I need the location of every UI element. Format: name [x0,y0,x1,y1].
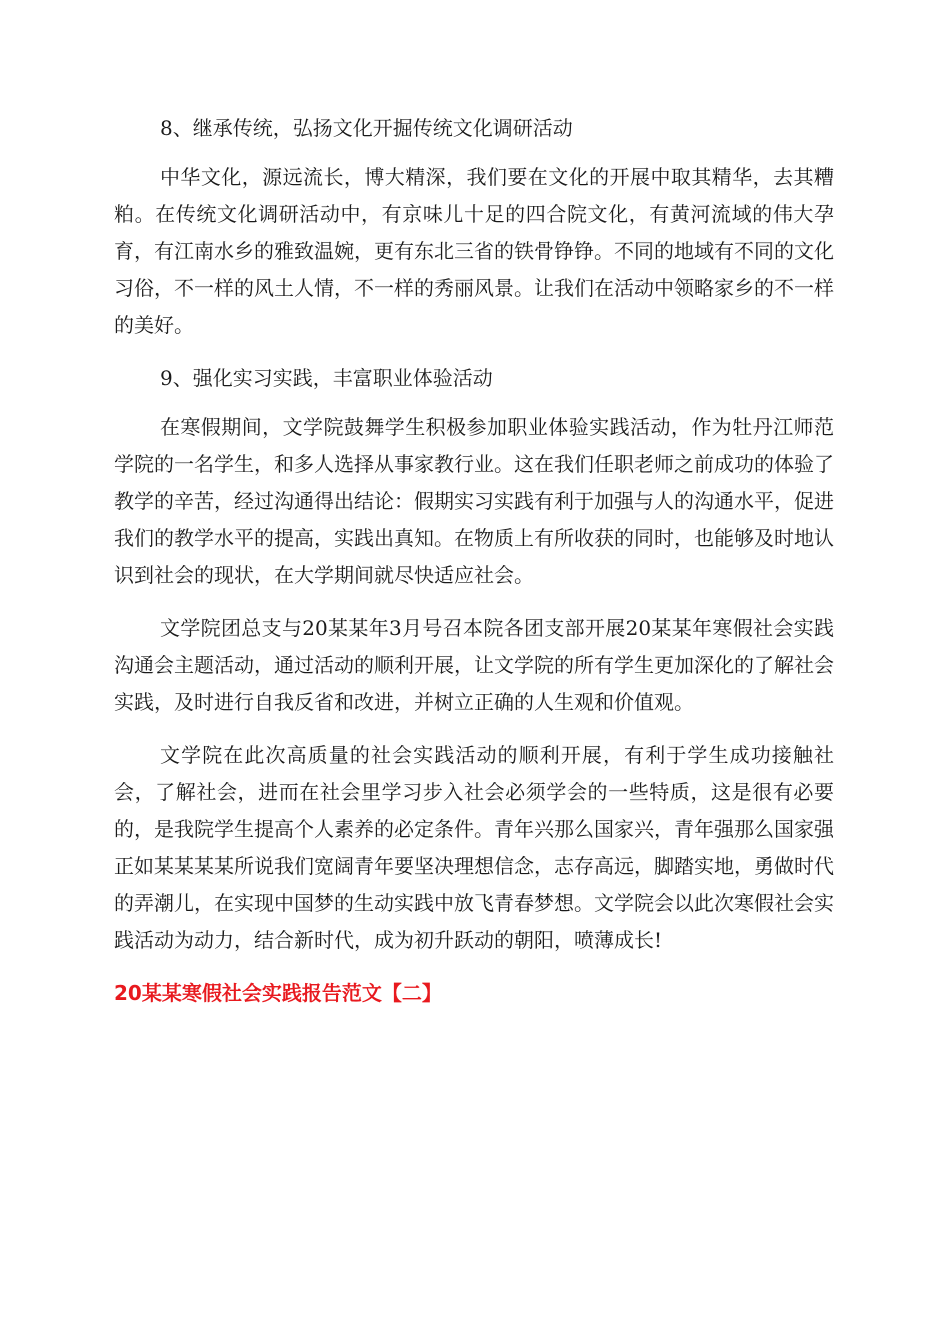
paragraph-traditional-culture: 中华文化，源远流长，博大精深，我们要在文化的开展中取其精华，去其糟粕。在传统文化调研活动中，有京味儿十足的四合院文化，有黄河流域的伟大孕育，有江南水乡的雅致温婉，更有东北三省的铁骨铮铮。不同的地域有不同的文化习俗，不一样的风土人情，不一样的秀丽风景。让我们在活动中领略家乡的不一样的美好。 [114,165,834,337]
heading-item-9: 9、强化实习实践，丰富职业体验活动 [160,366,493,390]
section-title-two: 20某某寒假社会实践报告范文【二】 [114,981,442,1005]
paragraph-conclusion: 文学院在此次高质量的社会实践活动的顺利开展，有利于学生成功接触社会，了解社会，进而在社会里学习步入社会必须学会的一些特质，这是很有必要的，是我院学生提高个人素养的必定条件。青年兴那么国家兴，青年强那么国家强正如某某某某所说我们宽阔青年要坚决理想信念，志存高远，脚踏实地，勇做时代的弄潮儿，在实现中国梦的生动实践中放飞青春梦想。文学院会以此次寒假社会实践活动为动力，结合新时代，成为初升跃动的朝阳，喷薄成长! [114,743,834,952]
paragraph-internship-practice: 在寒假期间，文学院鼓舞学生积极参加职业体验实践活动，作为牡丹江师范学院的一名学生，和多人选择从事家教行业。这在我们任职老师之前成功的体验了教学的辛苦，经过沟通得出结论：假期实习实践有利于加强与人的沟通水平，促进我们的教学水平的提高，实践出真知。在物质上有所收获的同时，也能够及时地认识到社会的现状，在大学期间就尽快适应社会。 [114,415,834,587]
paragraph-communication-meeting: 文学院团总支与20某某年3月号召本院各团支部开展20某某年寒假社会实践沟通会主题活动，通过活动的顺利开展，让文学院的所有学生更加深化的了解社会实践，及时进行自我反省和改进，并树立正确的人生观和价值观。 [114,616,834,714]
heading-item-8: 8、继承传统，弘扬文化开掘传统文化调研活动 [160,116,573,140]
document-body [114,110,834,1012]
